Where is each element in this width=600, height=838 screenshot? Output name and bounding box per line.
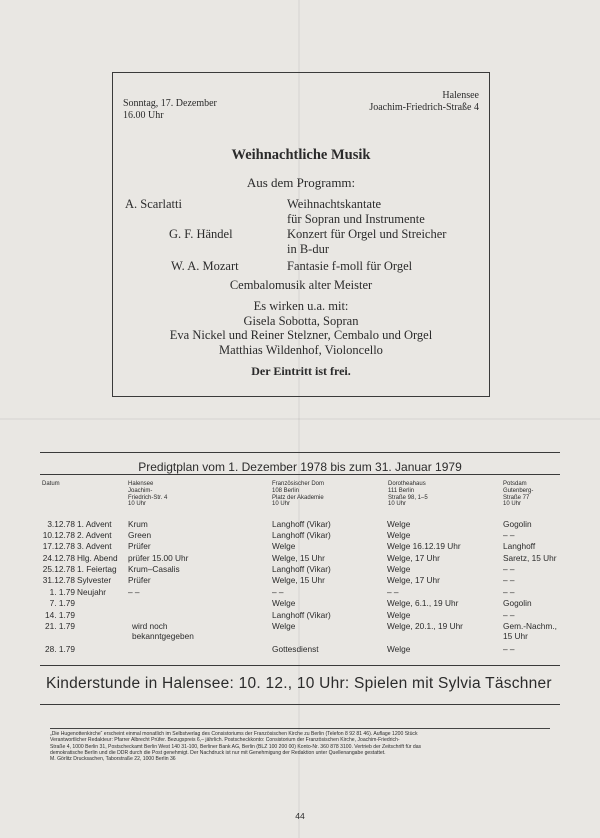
column-header-line: Potsdam: [503, 481, 527, 487]
entry-note: Der Eintritt ist frei.: [251, 364, 351, 378]
performer: Gisela Sobotta, Sopran: [243, 313, 359, 328]
row-date: 25.12.78: [42, 564, 75, 574]
imprint-line: Verantwortlicher Redakteur: Pfarrer Albrecht Prüfer. Bezugspreis 6,– jährlich. Postscheckkonto: Consistorium der Französischen Kirche, Joachim-Friedrich-: [50, 737, 400, 744]
program-work-line: für Sopran und Instrumente: [287, 211, 425, 226]
column-header-line: 108 Berlin: [272, 487, 300, 494]
column-header-potsdam: [503, 481, 533, 508]
imprint-line: demokratische Berlin und die DDR durch die Post genehmigt. Der Nachdruck ist nur mit Genehmigung der Redaktion unter Quellenangabe gestattet.: [50, 749, 386, 756]
column-header-date: [42, 481, 60, 488]
row-potsdam: Gogolin: [503, 598, 532, 608]
performer: Matthias Wildenhof, Violoncello: [219, 342, 383, 357]
paper-fold-horizontal: [0, 418, 600, 420]
row-dorotheahaus: Welge: [387, 530, 411, 540]
column-header-line: Datum: [42, 481, 60, 487]
row-potsdam: Gogolin: [503, 519, 532, 529]
row-franz-dom: Langhoff (Vikar): [272, 530, 331, 540]
column-header-line: Joachim-: [128, 487, 153, 494]
kinderstunde-notice: Kinderstunde in Halensee: 10. 12., 10 Uhr: Spielen mit Sylvia Täschner: [46, 675, 552, 692]
row-occasion: Sylvester: [77, 575, 112, 585]
row-halensee: Krum–Casalis: [128, 564, 180, 574]
row-dorotheahaus: Welge, 17 Uhr: [387, 575, 440, 585]
program-work: [287, 227, 446, 256]
column-header-line: Gutenberg-: [503, 487, 534, 494]
row-dorotheahaus: Welge: [387, 610, 411, 620]
kinderstunde-rule: [40, 704, 560, 705]
row-dorotheahaus: Welge 16.12.19 Uhr: [387, 541, 461, 551]
schedule-bottom-rule: [40, 665, 560, 666]
row-potsdam: – –: [503, 575, 515, 585]
row-date: 21. 1.79: [45, 621, 75, 631]
column-header-line: Straße 98, 1–5: [388, 494, 428, 501]
program-composer: A. Scarlatti: [125, 197, 182, 211]
row-occasion: 2. Advent: [77, 530, 112, 540]
row-halensee: wird noch: [132, 621, 168, 631]
column-header-dorotheahaus: [388, 481, 428, 508]
program-composer: W. A. Mozart: [171, 259, 239, 273]
row-potsdam: – –: [503, 644, 515, 654]
imprint-rule: [50, 728, 550, 729]
row-occasion: 1. Advent: [77, 519, 112, 529]
column-header-line: 10 Uhr: [272, 501, 291, 508]
row-date: 28. 1.79: [45, 644, 75, 654]
program-work-line: in B-dur: [287, 241, 330, 256]
concert-time-line: 16.00 Uhr: [123, 109, 164, 121]
concert-location-address: Joachim-Friedrich-Straße 4: [369, 101, 479, 113]
row-halensee: Prüfer: [128, 541, 151, 551]
row-franz-dom: Langhoff (Vikar): [272, 564, 331, 574]
row-franz-dom: Welge: [272, 621, 296, 631]
row-potsdam: Saretz, 15 Uhr: [503, 553, 557, 563]
row-potsdam: – –: [503, 610, 515, 620]
performers-heading: Es wirken u.a. mit:: [253, 299, 349, 313]
column-header-line: 10 Uhr: [503, 501, 522, 508]
row-date: 1. 1.79: [49, 587, 75, 597]
row-occasion: Hlg. Abend: [77, 553, 118, 563]
row-franz-dom: Gottesdienst: [272, 644, 319, 654]
cembalo-line: Cembalomusik alter Meister: [229, 278, 373, 292]
concert-location-name: Halensee: [442, 90, 479, 101]
row-dorotheahaus: Welge: [387, 519, 411, 529]
concert-title: Weihnachtliche Musik: [231, 147, 371, 163]
row-franz-dom: Langhoff (Vikar): [272, 519, 331, 529]
row-franz-dom: Welge: [272, 598, 296, 608]
row-franz-dom: Welge, 15 Uhr: [272, 553, 325, 563]
imprint: [50, 731, 550, 762]
column-header-line: Halensee: [128, 481, 154, 487]
row-franz-dom: Welge, 15 Uhr: [272, 575, 325, 585]
row-potsdam: Gem.-Nachm.,: [503, 621, 557, 631]
row-date: 14. 1.79: [45, 610, 75, 620]
page-number: 44: [295, 811, 305, 821]
row-potsdam: – –: [503, 530, 515, 540]
row-date: 31.12.78: [42, 575, 75, 585]
schedule-top-rule: [40, 452, 560, 453]
concert-date-line: Sonntag, 17. Dezember: [123, 98, 217, 109]
row-date: 17.12.78: [42, 541, 75, 551]
row-potsdam: – –: [503, 564, 515, 574]
row-halensee: Prüfer: [128, 575, 151, 585]
row-dorotheahaus: Welge: [387, 564, 411, 574]
row-date: 7. 1.79: [49, 598, 75, 608]
row-franz-dom: – –: [272, 587, 284, 597]
column-header-halensee: [128, 481, 167, 508]
row-halensee: Green: [128, 530, 152, 540]
row-franz-dom: Langhoff (Vikar): [272, 610, 331, 620]
row-date: 24.12.78: [42, 553, 75, 563]
row-dorotheahaus: – –: [387, 587, 399, 597]
row-dorotheahaus: Welge, 6.1., 19 Uhr: [387, 598, 459, 608]
column-header-line: Straße 77: [503, 494, 530, 501]
concert-announcement-box: [112, 72, 490, 397]
row-franz-dom: Welge: [272, 541, 296, 551]
row-dorotheahaus: Welge: [387, 644, 411, 654]
imprint-line: M. Görlitz Drucksachen, Taborstraße 22, 1000 Berlin 36: [50, 756, 176, 763]
row-potsdam: 15 Uhr: [503, 631, 528, 641]
program-composer: G. F. Händel: [169, 227, 233, 241]
column-header-line: 10 Uhr: [128, 501, 147, 508]
program-work-line: Fantasie f-moll für Orgel: [287, 259, 413, 273]
schedule-title: Predigtplan vom 1. Dezember 1978 bis zum 31. Januar 1979: [138, 460, 462, 474]
row-occasion: 1. Feiertag: [77, 564, 117, 574]
performers-list: [113, 299, 489, 357]
column-header-line: Französischer Dom: [272, 481, 325, 487]
row-halensee: bekanntgegeben: [132, 631, 194, 641]
column-header-line: Friedrich-Str. 4: [128, 494, 168, 501]
row-dorotheahaus: Welge, 17 Uhr: [387, 553, 440, 563]
performer: Eva Nickel und Reiner Stelzner, Cembalo und Orgel: [169, 328, 433, 342]
column-header-line: Platz der Akademie: [272, 494, 324, 501]
column-header-line: 10 Uhr: [388, 501, 407, 508]
row-occasion: 3. Advent: [77, 541, 112, 551]
imprint-line: „Die Hugenottenkirche“ erscheint einmal monatlich im Selbstverlag des Consistoriums der Französischen Kirche zu Berlin (Telefon 8 92 81 46). Auflage 1200 Stück: [50, 731, 418, 737]
row-halensee: prüfer 15.00 Uhr: [128, 553, 189, 563]
row-potsdam: Langhoff: [503, 541, 536, 551]
concert-date: [123, 98, 217, 121]
concert-location: [369, 90, 479, 113]
row-halensee: Krum: [128, 519, 148, 529]
row-halensee: – –: [128, 587, 140, 597]
row-date: 3.12.78: [47, 519, 75, 529]
imprint-line: Straße 4, 1000 Berlin 31, Postscheckamt Berlin West 140 31-100, Berliner Bank AG, Berlin (BLZ 100 200 00) Konto-Nr. 360 878 3100. Vertrieb der Zeitschrift für das: [50, 743, 422, 750]
column-header-line: 111 Berlin: [388, 487, 415, 494]
program-work-line: Weihnachtskantate: [287, 197, 382, 211]
row-date: 10.12.78: [42, 530, 75, 540]
row-potsdam: – –: [503, 587, 515, 597]
row-dorotheahaus: Welge, 20.1., 19 Uhr: [387, 621, 463, 631]
column-header-line: Dorotheahaus: [388, 481, 426, 487]
program-work: [287, 197, 425, 226]
program-work-line: Konzert für Orgel und Streicher: [287, 227, 447, 241]
row-occasion: Neujahr: [77, 587, 107, 597]
schedule-header-rule: [40, 474, 560, 475]
column-header-franz-dom: [272, 481, 324, 508]
program-heading: Aus dem Programm:: [246, 175, 356, 190]
program-work: [287, 259, 412, 274]
